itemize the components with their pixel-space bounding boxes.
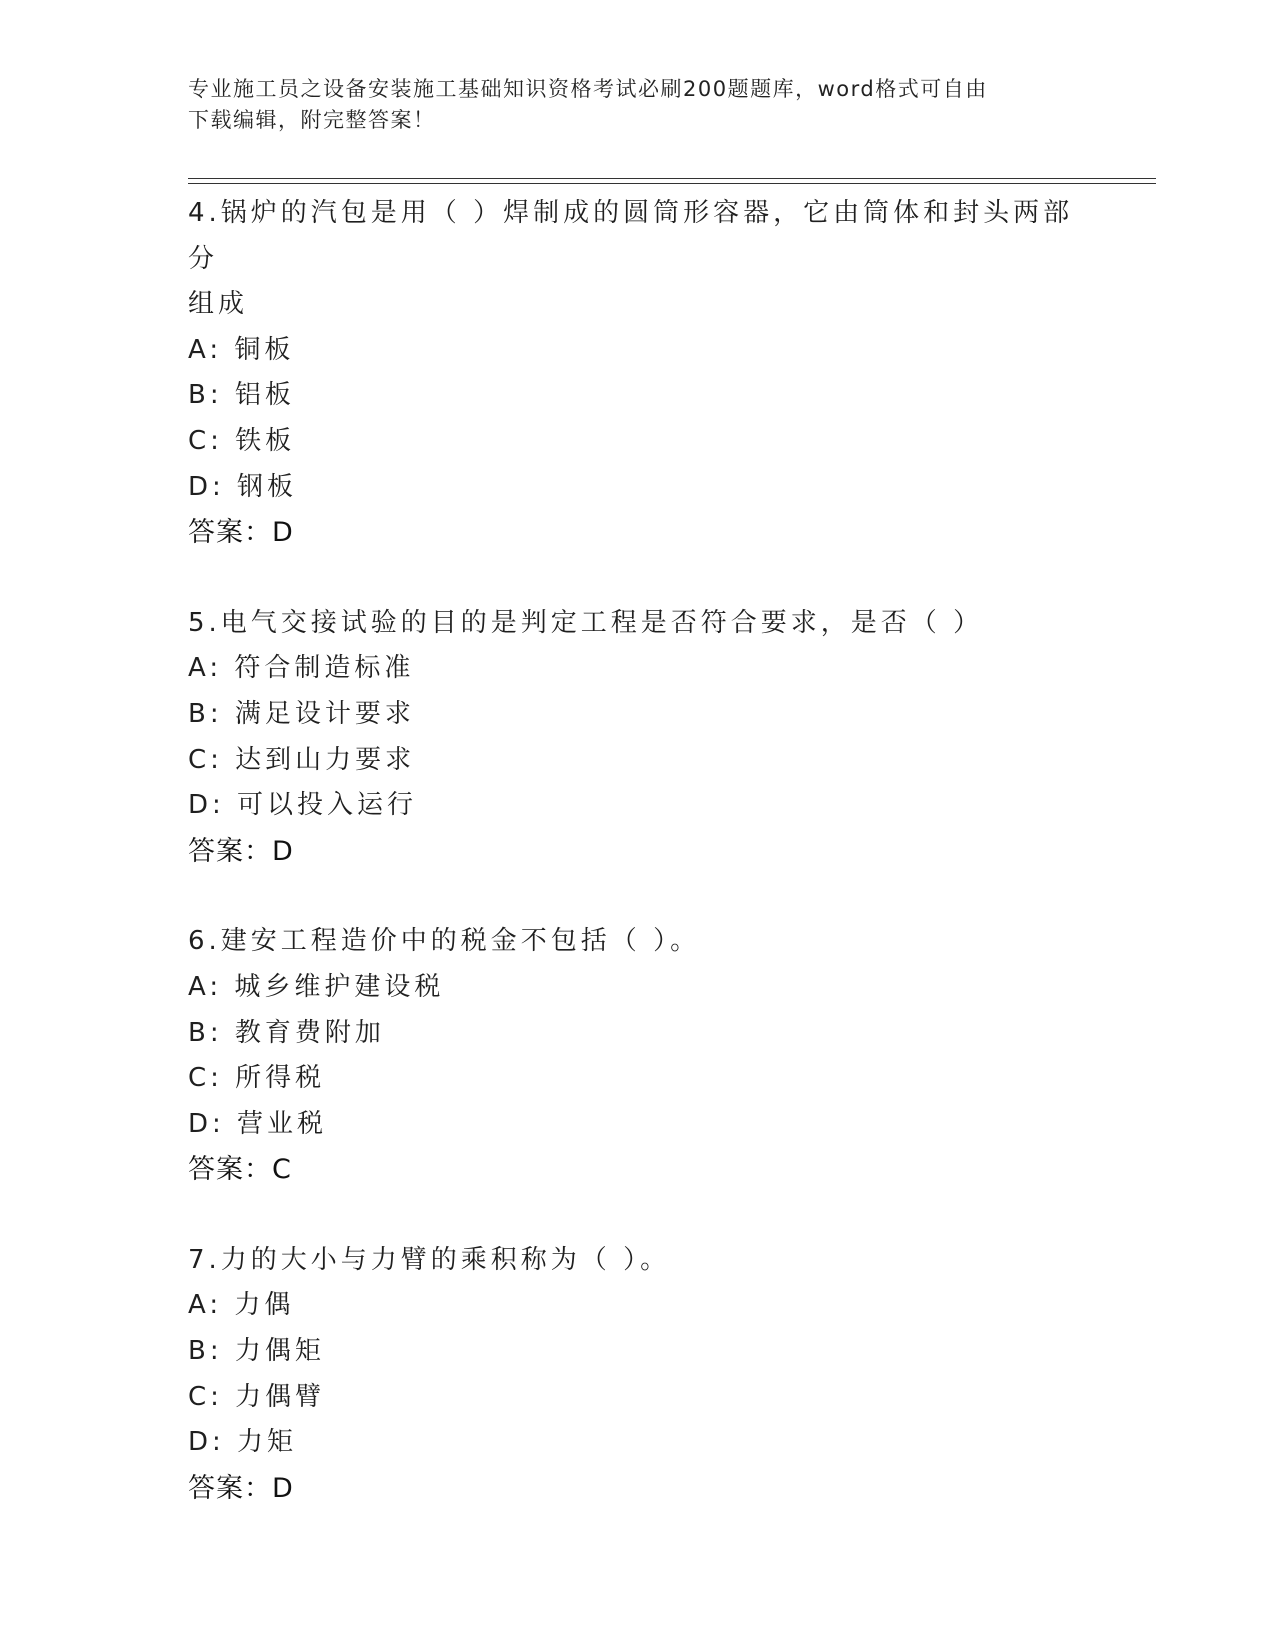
option-c: C: 达到山力要求 [188,744,416,775]
option-c: C: 铁板 [188,425,296,456]
option-d: D: 钢板 [188,471,298,502]
option-a: A: 力偶 [188,1290,295,1321]
header-divider-bottom [188,183,1156,184]
option-b: B: 满足设计要求 [188,698,415,729]
answer: 答案：D [188,1472,294,1504]
question-stem: 6.建安工程造价中的税金不包括（ ）。 [188,926,701,957]
option-a: A: 城乡维护建设税 [188,971,445,1002]
document-header [188,74,1088,136]
option-c: C: 力偶臂 [188,1381,326,1412]
header-line-1: 专业施工员之设备安装施工基础知识资格考试必刷200题题库，word格式可自由 [188,77,988,101]
answer: 答案：D [188,835,294,867]
answer: 答案：D [188,517,294,549]
question-item [188,191,1088,556]
option-b: B: 教育费附加 [188,1017,385,1048]
header-divider-top [188,178,1156,179]
question-stem-continuation: 组成 [188,289,249,320]
option-d: D: 力矩 [188,1427,298,1458]
answer: 答案：C [188,1154,292,1186]
question-item [188,1238,1088,1512]
question-list [188,191,1088,1556]
option-d: D: 营业税 [188,1108,328,1139]
question-stem: 7.力的大小与力臂的乘积称为（ ）。 [188,1244,671,1275]
header-line-2: 下载编辑，附完整答案！ [188,108,436,132]
option-a: A: 符合制造标准 [188,653,415,684]
option-d: D: 可以投入运行 [188,790,418,821]
option-a: A: 铜板 [188,334,295,365]
question-item [188,919,1088,1193]
option-c: C: 所得税 [188,1063,326,1094]
question-stem: 4.锅炉的汽包是用（ ）焊制成的圆筒形容器，它由筒体和封头两部分 [188,198,1074,274]
question-item [188,601,1088,875]
option-b: B: 力偶矩 [188,1336,325,1367]
question-stem: 5.电气交接试验的目的是判定工程是否符合要求，是否（ ） [188,607,984,638]
option-b: B: 铝板 [188,380,295,411]
